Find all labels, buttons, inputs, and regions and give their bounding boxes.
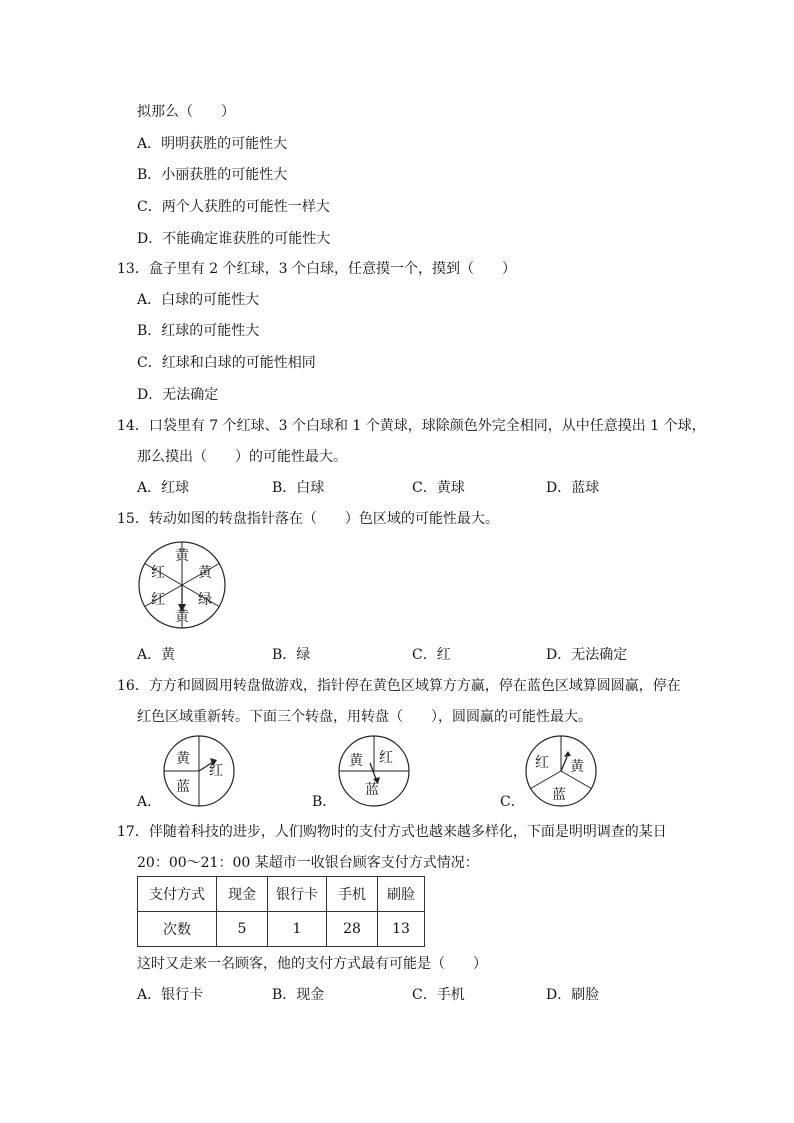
payment-table [137,876,425,947]
payment-table-header-cell: 手机 [327,877,378,912]
q17-stem-line1: 17．伴随着科技的进步，人们购物时的支付方式也越来越多样化，下面是明明调查的某日 [117,824,667,840]
q12-option-b: B．小丽获胜的可能性大 [137,167,288,183]
payment-table-row [138,912,425,947]
q12-stem-tail: 拟那么（ ） [137,104,235,120]
payment-table-cell: 次数 [138,912,217,947]
q15-label-upper-left: 红 [151,565,165,581]
q17-option-b: B．现金 [272,987,325,1003]
q15-option-a: A．黄 [137,647,176,663]
q13-stem: 13．盒子里有 2 个红球，3 个白球，任意摸一个，摸到（ ） [117,261,516,277]
q16-spinner-c-pointer [561,757,567,771]
q16-spinner-c-label-blue: 蓝 [552,787,566,803]
payment-table-cell: 1 [268,912,327,947]
q14-option-b: B．白球 [272,480,325,496]
q15-option-d: D．无法确定 [546,647,628,663]
q12-option-a: A．明明获胜的可能性大 [137,136,288,152]
q15-spinner-figure [135,538,229,632]
q16-spinner-c-divider-left [531,771,561,789]
q16-spinner-c-label-red: 红 [535,755,549,771]
payment-table-header-row [138,877,425,912]
payment-table-header-cell: 支付方式 [138,877,217,912]
q16-spinner-b-label-red: 红 [379,750,393,766]
q16-stem-line2: 红色区域重新转。下面三个转盘，用转盘（ ），圆圆赢的可能性最大。 [137,709,592,725]
q16-spinner-c-label-yellow: 黄 [570,759,584,775]
q16-spinner-c-arrowhead [564,751,571,757]
q13-option-a: A．白球的可能性大 [137,292,260,308]
payment-table-cell: 5 [217,912,268,947]
q15-label-lower-left: 红 [151,592,165,608]
q14-option-d: D．蓝球 [546,480,600,496]
q16-spinner-a-label-red: 红 [209,763,223,779]
q13-option-c: C．红球和白球的可能性相同 [137,355,316,371]
q17-stem-line2: 20：00～21：00 某超市一收银台顾客支付方式情况： [137,855,479,871]
q14-option-a: A．红球 [137,480,190,496]
q17-option-c: C．手机 [412,987,465,1003]
q13-option-b: B．红球的可能性大 [137,323,260,339]
q15-label-upper-right: 黄 [198,565,212,581]
q16-spinner-b-label-yellow: 黄 [349,753,363,769]
q16-spinner-a-label-yellow: 黄 [176,751,190,767]
q16-spinner-b-label-blue: 蓝 [365,782,379,798]
q16-option-b-letter: B． [312,794,337,810]
q15-option-b: B．绿 [272,647,311,663]
payment-table-cell: 13 [378,912,425,947]
q16-option-c-letter: C． [500,794,525,810]
q15-label-bottom: 黄 [175,609,189,625]
q15-stem: 15．转动如图的转盘指针落在（ ）色区域的可能性最大。 [117,511,499,527]
q16-option-a-letter: A． [137,794,162,810]
q14-stem-line2: 那么摸出（ ）的可能性最大。 [137,449,347,465]
q16-spinner-c [523,733,599,809]
q16-spinner-a-label-blue: 蓝 [176,779,190,795]
q17-option-d: D．刷脸 [546,987,600,1003]
payment-table-cell: 28 [327,912,378,947]
q12-option-c: C．两个人获胜的可能性一样大 [137,199,330,215]
q13-option-d: D．无法确定 [137,387,219,403]
payment-table-header-cell: 银行卡 [268,877,327,912]
q15-label-top: 黄 [175,548,189,564]
q14-option-c: C．黄球 [412,480,465,496]
q16-spinner-b [336,733,412,809]
q14-stem-line1: 14．口袋里有 7 个红球、3 个白球和 1 个黄球，球除颜色外完全相同，从中任意摸出 1 个球， [117,418,706,434]
q15-option-c: C．红 [412,647,451,663]
q17-stem-line3: 这时又走来一名顾客，他的支付方式最有可能是（ ） [137,956,487,972]
q16-stem-line1: 16．方方和圆圆用转盘做游戏，指针停在黄色区域算方方赢，停在蓝色区域算圆圆赢，停在 [117,678,681,694]
q17-option-a: A．银行卡 [137,987,204,1003]
payment-table-header-cell: 刷脸 [378,877,425,912]
payment-table-header-cell: 现金 [217,877,268,912]
q15-label-lower-right: 绿 [198,592,212,608]
q12-option-d: D．不能确定谁获胜的可能性大 [137,231,331,247]
q16-spinner-a [161,733,237,809]
